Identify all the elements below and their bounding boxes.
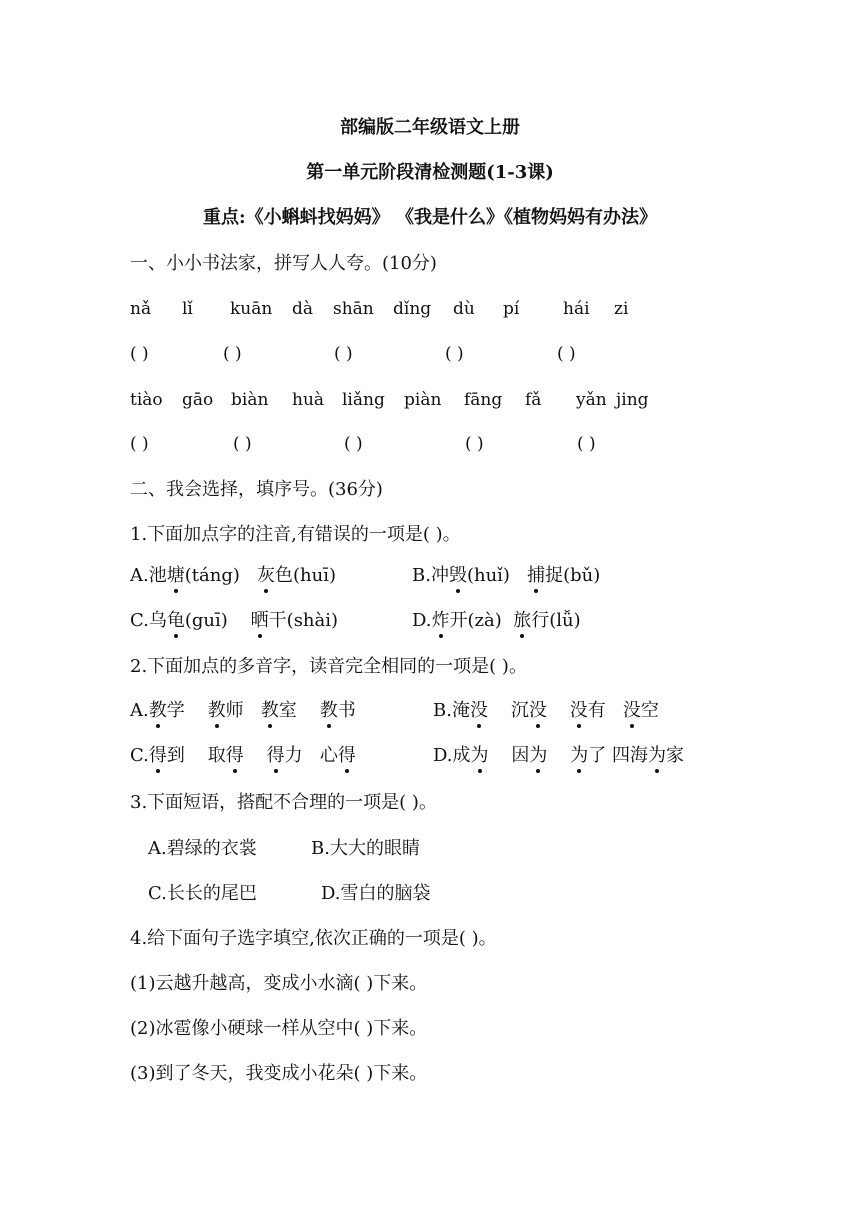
dotted-char: 得 xyxy=(225,745,244,766)
dotted-char: 得 xyxy=(337,745,356,766)
dotted-char: 没 xyxy=(528,700,547,721)
pinyin: tiào xyxy=(130,390,163,410)
dotted-char: 捕 xyxy=(527,565,546,586)
q4-sentence-1: (1)云越升越高，变成小水滴( )下来。 xyxy=(130,973,428,994)
pinyin: nǎ xyxy=(130,299,152,319)
focus-lessons: 重点:《小蝌蚪找妈妈》 《我是什么》《植物妈妈有办法》 xyxy=(203,207,657,228)
dotted-char: 塘 xyxy=(166,565,185,586)
answer-blank[interactable]: ( ) xyxy=(233,434,252,454)
q2-option-d[interactable] xyxy=(433,744,684,768)
char: 了 xyxy=(588,745,607,766)
char: 师 xyxy=(225,700,244,721)
char: 学 xyxy=(166,700,185,721)
dotted-char: 教 xyxy=(260,700,279,721)
q3-option-c[interactable]: C.长长的尾巴 xyxy=(148,883,257,904)
text: 干(shài) xyxy=(268,610,339,631)
option-label: D. xyxy=(412,610,432,631)
dotted-char: 灰 xyxy=(257,565,276,586)
char: 池 xyxy=(148,565,167,586)
pinyin: zi xyxy=(614,299,629,319)
section2-heading: 二、我会选择，填序号。(36分) xyxy=(130,479,383,500)
dotted-char: 为 xyxy=(648,745,667,766)
section1-heading: 一、小小书法家，拼写人人夸。(10分) xyxy=(130,253,437,274)
q2-option-b[interactable] xyxy=(433,699,659,723)
pinyin: huà xyxy=(292,390,325,410)
dotted-char: 教 xyxy=(207,700,226,721)
q1-option-a[interactable] xyxy=(130,564,336,588)
q2-option-a[interactable] xyxy=(130,699,356,723)
pinyin: dà xyxy=(292,299,314,319)
answer-blank[interactable]: ( ) xyxy=(223,344,242,364)
text: 行(lǚ) xyxy=(531,610,581,631)
pinyin: pí xyxy=(503,299,520,319)
q4-sentence-2: (2)冰雹像小硬球一样从空中( )下来。 xyxy=(130,1018,428,1039)
pinyin: lǐ xyxy=(182,299,193,319)
option-label: A. xyxy=(130,700,149,721)
dotted-char: 毁 xyxy=(448,565,467,586)
pinyin: dù xyxy=(453,299,475,319)
char: 力 xyxy=(284,745,303,766)
pinyin: (táng) xyxy=(184,565,240,586)
answer-blank[interactable]: ( ) xyxy=(557,344,576,364)
pinyin: (guī) xyxy=(184,610,228,631)
dotted-char: 教 xyxy=(319,700,338,721)
char: 心 xyxy=(319,745,338,766)
dotted-char: 没 xyxy=(569,700,588,721)
question-1-stem: 1.下面加点字的注音,有错误的一项是( )。 xyxy=(130,524,461,545)
dotted-char: 晒 xyxy=(250,610,269,631)
q3-option-d[interactable]: D.雪白的脑袋 xyxy=(321,883,431,904)
dotted-char: 教 xyxy=(148,700,167,721)
dotted-char: 得 xyxy=(266,745,285,766)
dotted-char: 为 xyxy=(470,745,489,766)
option-label: C. xyxy=(130,745,149,766)
question-3-stem: 3.下面短语，搭配不合理的一项是( )。 xyxy=(130,792,437,813)
pinyin: biàn xyxy=(231,390,269,410)
answer-blank[interactable]: ( ) xyxy=(465,434,484,454)
dotted-char: 没 xyxy=(622,700,641,721)
text: B.冲 xyxy=(412,565,449,586)
dotted-char: 为 xyxy=(529,745,548,766)
text: 色(huī) xyxy=(275,565,337,586)
dotted-char: 旅 xyxy=(513,610,532,631)
text: 捉(bǔ) xyxy=(545,565,601,586)
char: 沉 xyxy=(510,700,529,721)
char: 家 xyxy=(666,745,685,766)
pinyin: fāng xyxy=(464,390,503,410)
text: C.乌 xyxy=(130,610,167,631)
answer-blank[interactable]: ( ) xyxy=(344,434,363,454)
text: 四海 xyxy=(612,745,649,766)
option-label: A. xyxy=(130,565,149,586)
pinyin: liǎng xyxy=(342,390,385,410)
q3-option-a[interactable]: A.碧绿的衣裳 xyxy=(148,838,257,859)
text: D.成 xyxy=(433,745,471,766)
dotted-char: 得 xyxy=(148,745,167,766)
char: 有 xyxy=(587,700,606,721)
answer-blank[interactable]: ( ) xyxy=(334,344,353,364)
char: 取 xyxy=(207,745,226,766)
pinyin: yǎn xyxy=(576,390,607,410)
text: 开(zà) xyxy=(449,610,502,631)
char: 到 xyxy=(166,745,185,766)
q1-option-d[interactable] xyxy=(412,609,581,633)
pinyin: gāo xyxy=(182,390,214,410)
answer-blank[interactable]: ( ) xyxy=(130,434,149,454)
question-4-stem: 4.给下面句子选字填空,依次正确的一项是( )。 xyxy=(130,928,497,949)
q1-option-c[interactable] xyxy=(130,609,338,633)
answer-blank[interactable]: ( ) xyxy=(445,344,464,364)
char: 因 xyxy=(511,745,530,766)
q2-option-c[interactable] xyxy=(130,744,356,768)
char: 空 xyxy=(640,700,659,721)
text: B.淹 xyxy=(433,700,470,721)
pinyin: hái xyxy=(563,299,590,319)
question-2-stem: 2.下面加点的多音字，读音完全相同的一项是( )。 xyxy=(130,656,527,677)
pinyin: shān xyxy=(333,299,374,319)
pinyin: jing xyxy=(616,390,649,410)
pinyin: kuān xyxy=(230,299,273,319)
dotted-char: 没 xyxy=(469,700,488,721)
q4-sentence-3: (3)到了冬天，我变成小花朵( )下来。 xyxy=(130,1063,428,1084)
answer-blank[interactable]: ( ) xyxy=(577,434,596,454)
dotted-char: 为 xyxy=(570,745,589,766)
page-subtitle: 第一单元阶段清检测题(1-3课) xyxy=(306,162,554,183)
dotted-char: 炸 xyxy=(431,610,450,631)
pinyin: piàn xyxy=(404,390,442,410)
page-title: 部编版二年级语文上册 xyxy=(340,117,520,138)
q1-option-b[interactable] xyxy=(412,564,600,588)
answer-blank[interactable]: ( ) xyxy=(130,344,149,364)
q3-option-b[interactable]: B.大大的眼睛 xyxy=(311,838,420,859)
dotted-char: 龟 xyxy=(166,610,185,631)
pinyin: dǐng xyxy=(393,299,432,319)
char: 书 xyxy=(337,700,356,721)
pinyin: (huǐ) xyxy=(466,565,510,586)
pinyin: fǎ xyxy=(525,390,542,410)
char: 室 xyxy=(278,700,297,721)
